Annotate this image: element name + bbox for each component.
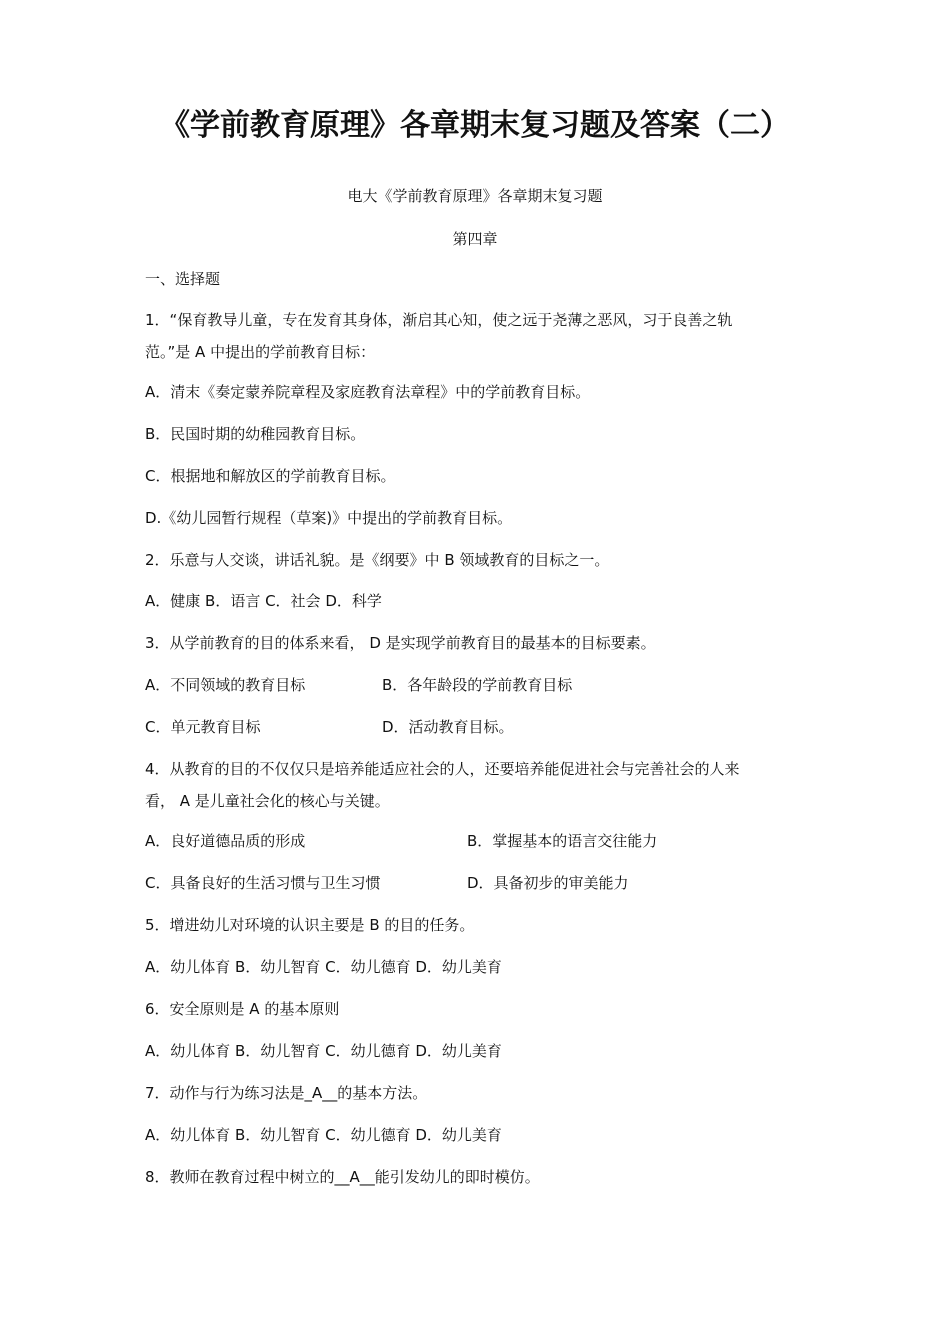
question-2: 2．乐意与人交谈，讲话礼貌。是《纲要》中 B 领域教育的目标之一。 bbox=[145, 551, 610, 569]
question-6: 6．安全原则是 A 的基本原则 bbox=[145, 1000, 340, 1018]
question-2-options: A．健康 B．语言 C．社会 D．科学 bbox=[145, 592, 382, 610]
question-5: 5．增进幼儿对环境的认识主要是 B 的目的任务。 bbox=[145, 916, 475, 934]
question-4-option-b: B．掌握基本的语言交往能力 bbox=[467, 832, 658, 850]
question-4-line-2: 看， A 是儿童社会化的核心与关键。 bbox=[145, 792, 390, 810]
question-5-options: A．幼儿体育 B．幼儿智育 C．幼儿德育 D．幼儿美育 bbox=[145, 958, 502, 976]
question-3-option-a: A．不同领域的教育目标 bbox=[145, 676, 306, 694]
question-4-line-1: 4．从教育的目的不仅仅只是培养能适应社会的人，还要培养能促进社会与完善社会的人来 bbox=[145, 760, 740, 778]
question-4-option-d: D．具备初步的审美能力 bbox=[467, 874, 629, 892]
subtitle: 电大《学前教育原理》各章期末复习题 bbox=[347, 187, 603, 205]
question-1-line-1: 1．“保育教导儿童，专在发育其身体，渐启其心知，使之远于尧薄之恶风，习于良善之轨 bbox=[145, 311, 733, 329]
question-1-line-2: 范。”是 A 中提出的学前教育目标： bbox=[145, 343, 376, 361]
question-4-option-c: C．具备良好的生活习惯与卫生习惯 bbox=[145, 874, 381, 892]
question-1-option-a: A．清末《奏定蒙养院章程及家庭教育法章程》中的学前教育目标。 bbox=[145, 383, 591, 401]
chapter-heading: 第四章 bbox=[452, 230, 498, 248]
question-1-option-d: D.《幼儿园暂行规程（草案)》中提出的学前教育目标。 bbox=[145, 509, 513, 527]
question-4-option-a: A．良好道德品质的形成 bbox=[145, 832, 306, 850]
page-title: 《学前教育原理》各章期末复习题及答案（二） bbox=[160, 108, 790, 143]
question-7: 7．动作与行为练习法是_A__的基本方法。 bbox=[145, 1084, 428, 1102]
question-1-option-c: C．根据地和解放区的学前教育目标。 bbox=[145, 467, 396, 485]
question-6-options: A．幼儿体育 B．幼儿智育 C．幼儿德育 D．幼儿美育 bbox=[145, 1042, 502, 1060]
question-3-option-c: C．单元教育目标 bbox=[145, 718, 261, 736]
question-1-option-b: B．民国时期的幼稚园教育目标。 bbox=[145, 425, 366, 443]
question-3-option-d: D．活动教育目标。 bbox=[382, 718, 514, 736]
question-3: 3．从学前教育的目的体系来看， D 是实现学前教育目的最基本的目标要素。 bbox=[145, 634, 656, 652]
section-heading: 一、选择题 bbox=[145, 270, 221, 288]
question-8: 8．教师在教育过程中树立的__A__能引发幼儿的即时模仿。 bbox=[145, 1168, 540, 1186]
question-7-options: A．幼儿体育 B．幼儿智育 C．幼儿德育 D．幼儿美育 bbox=[145, 1126, 502, 1144]
question-3-option-b: B．各年龄段的学前教育目标 bbox=[382, 676, 573, 694]
